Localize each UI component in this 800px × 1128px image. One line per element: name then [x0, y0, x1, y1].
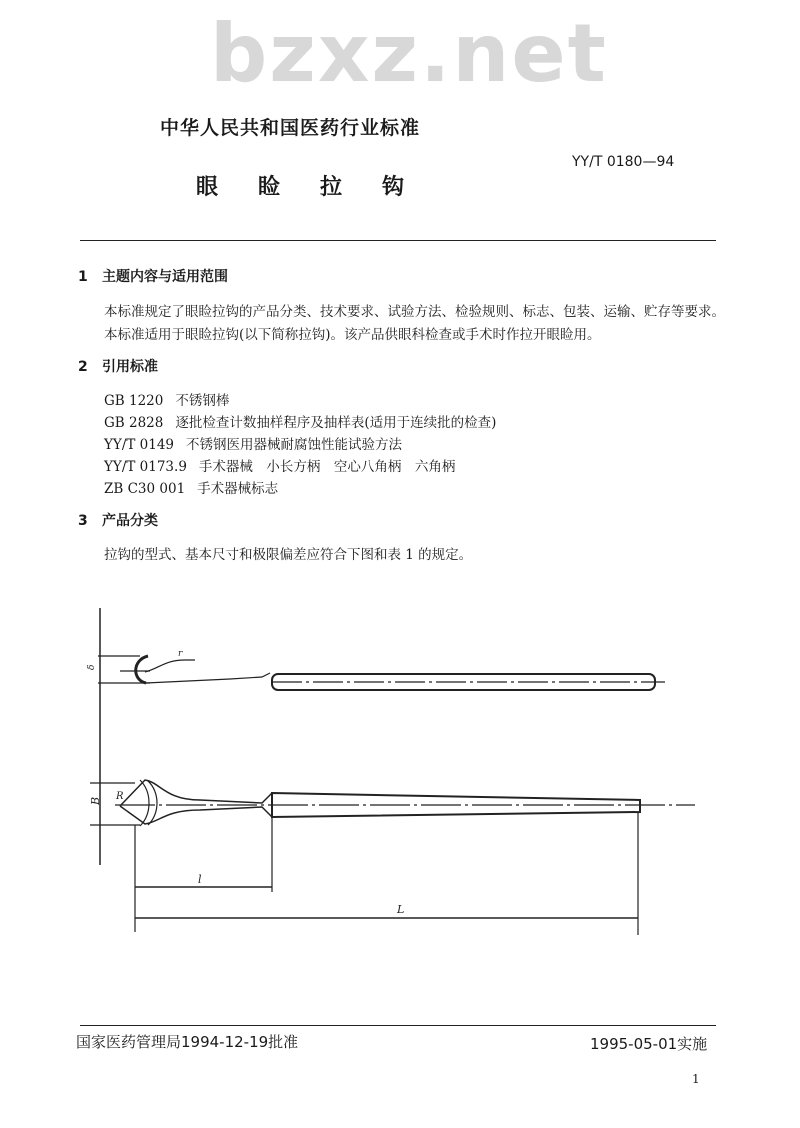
approval-info: 国家医药管理局1994-12-19批准 — [76, 1033, 299, 1051]
reference-item: YY/T 0173.9 手术器械 小长方柄 空心八角柄 六角柄 — [104, 459, 456, 475]
document-title — [196, 174, 444, 202]
label-delta: δ — [87, 664, 97, 670]
section-2-heading: 2 引用标准 — [78, 359, 158, 375]
label-l: l — [198, 873, 202, 886]
top-view — [90, 780, 695, 935]
label-r: r — [178, 649, 183, 659]
organization-title: 中华人民共和国医药行业标准 — [160, 117, 421, 139]
section-3-heading: 3 产品分类 — [78, 513, 158, 529]
reference-item: ZB C30 001 手术器械标志 — [104, 481, 279, 497]
paragraph: 拉钩的型式、基本尺寸和极限偏差应符合下图和表 1 的规定。 — [104, 547, 473, 563]
section-1-heading: 1 主题内容与适用范围 — [78, 269, 228, 285]
eyelid-retractor-drawing — [0, 600, 800, 945]
label-R: R — [116, 791, 124, 802]
label-L: L — [397, 903, 405, 916]
side-view — [98, 656, 665, 690]
header-divider — [80, 240, 716, 241]
reference-item: GB 2828 逐批检查计数抽样程序及抽样表(适用于连续批的检查) — [104, 415, 497, 431]
title-char: 拉 — [320, 175, 343, 200]
standard-code: YY/T 0180—94 — [572, 154, 675, 170]
reference-item: YY/T 0149 不锈钢医用器械耐腐蚀性能试验方法 — [104, 437, 403, 453]
page-number: 1 — [692, 1072, 700, 1086]
watermark: bzxz.net — [210, 7, 608, 100]
footer-divider — [80, 1025, 716, 1026]
reference-item: GB 1220 不锈钢棒 — [104, 393, 230, 409]
title-char: 睑 — [258, 175, 281, 200]
title-char: 钩 — [382, 175, 405, 200]
label-B: B — [89, 796, 102, 805]
title-char: 眼 — [196, 175, 219, 200]
paragraph: 本标准规定了眼睑拉钩的产品分类、技术要求、试验方法、检验规则、标志、包装、运输、贮存等要求。 — [104, 304, 725, 320]
paragraph: 本标准适用于眼睑拉钩(以下简称拉钩)。该产品供眼科检查或手术时作拉开眼睑用。 — [104, 327, 601, 343]
implementation-date: 1995-05-01实施 — [590, 1035, 708, 1053]
